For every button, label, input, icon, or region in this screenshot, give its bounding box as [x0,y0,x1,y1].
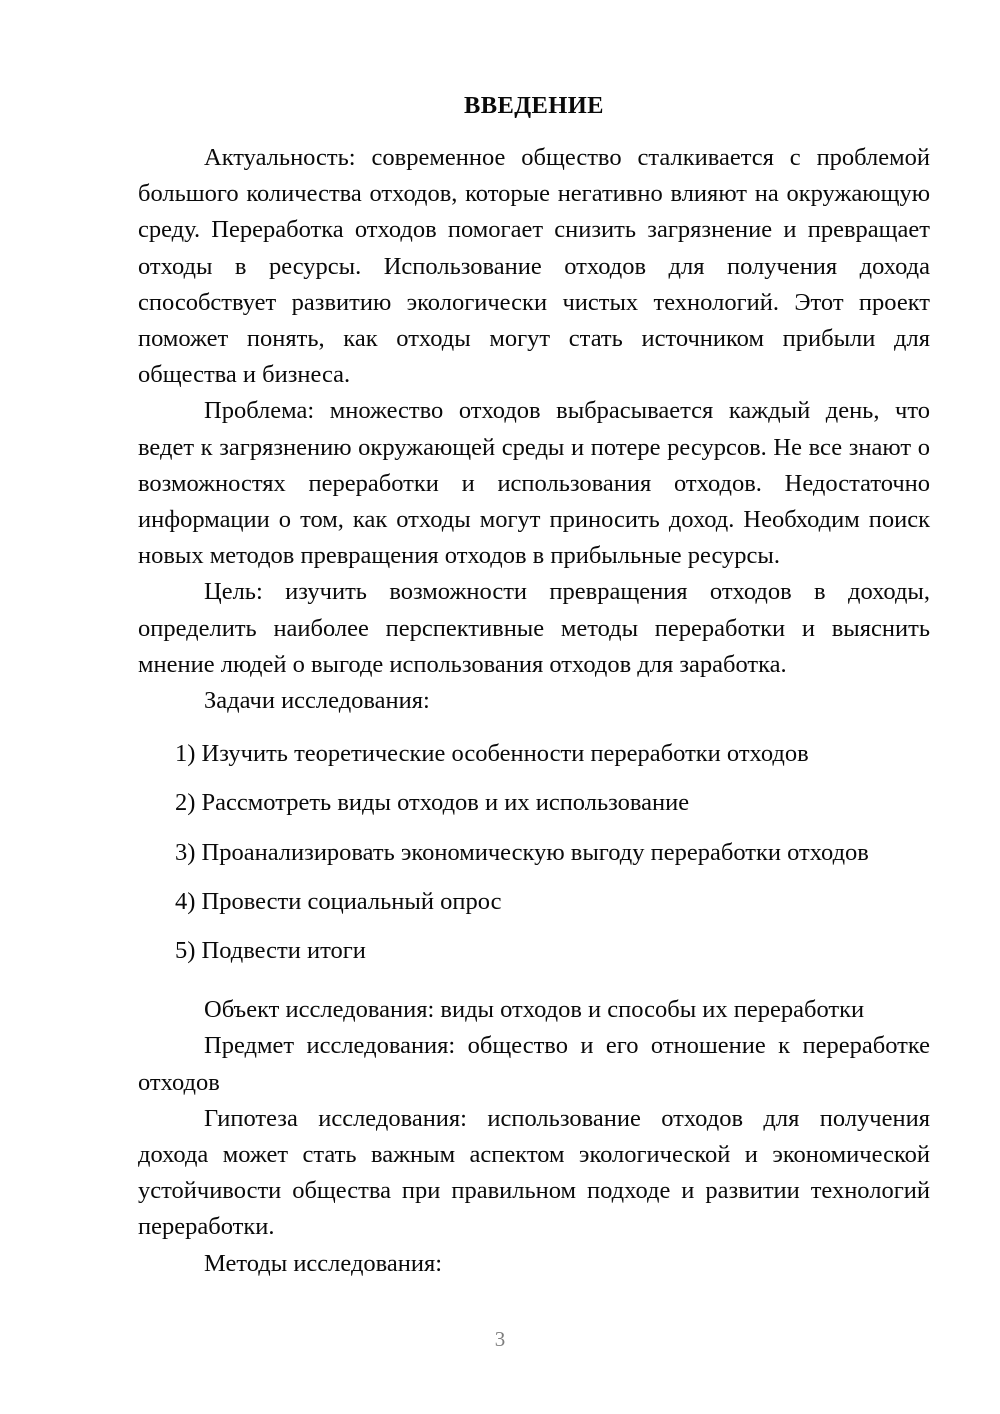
list-item: 2) Рассмотреть виды отходов и их использование [175,789,690,817]
list-item: 4) Провести социальный опрос [175,887,502,915]
spacer [138,982,930,992]
paragraph-object: Объект исследования: виды отходов и способы их переработки [204,996,865,1024]
tasks-heading: Задачи исследования: [204,687,430,715]
paragraph-relevance: Актуальность: современное общество сталкивается с проблемой большого количества отходов, которые негативно влияют на окружающую среду. Переработка отходов помогает снизить загрязнение и превращает отходы в ресурсы. Использование отходов для получения дохода способствует развитию экологически чистых технологий. Этот проект поможет понять, как отходы могут стать источником прибыли для общества и бизнеса. [138,144,930,389]
tasks-list [138,736,930,969]
paragraph-problem: Проблема: множество отходов выбрасывается каждый день, что ведет к загрязнению окружающей среды и потере ресурсов. Не все знают о возможностях переработки и использования отходов. Недостаточно информации о том, как отходы могут приносить доход. Необходим поиск новых методов превращения отходов в прибыльные ресурсы. [138,397,930,570]
list-item: 3) Проанализировать экономическую выгоду переработки отходов [175,838,869,866]
paragraph-goal: Цель: изучить возможности превращения отходов в доходы, определить наиболее перспективные методы переработки и выяснить мнение людей о выгоде использования отходов для заработка. [138,578,930,678]
paragraph-subject: Предмет исследования: общество и его отношение к переработке отходов [138,1032,930,1096]
page-title: ВВЕДЕНИЕ [464,92,604,119]
page-number: 3 [494,1327,506,1351]
methods-heading: Методы исследования: [204,1249,443,1277]
list-item: 1) Изучить теоретические особенности переработки отходов [175,740,809,768]
paragraph-hypothesis: Гипотеза исследования: использование отходов для получения дохода может стать важным аспектом экологической и экономической устойчивости общества при правильном подходе и развитии технологий переработки. [138,1104,930,1241]
document-body [138,88,930,1282]
spacer [138,719,930,723]
list-item: 5) Подвести итоги [175,937,366,965]
